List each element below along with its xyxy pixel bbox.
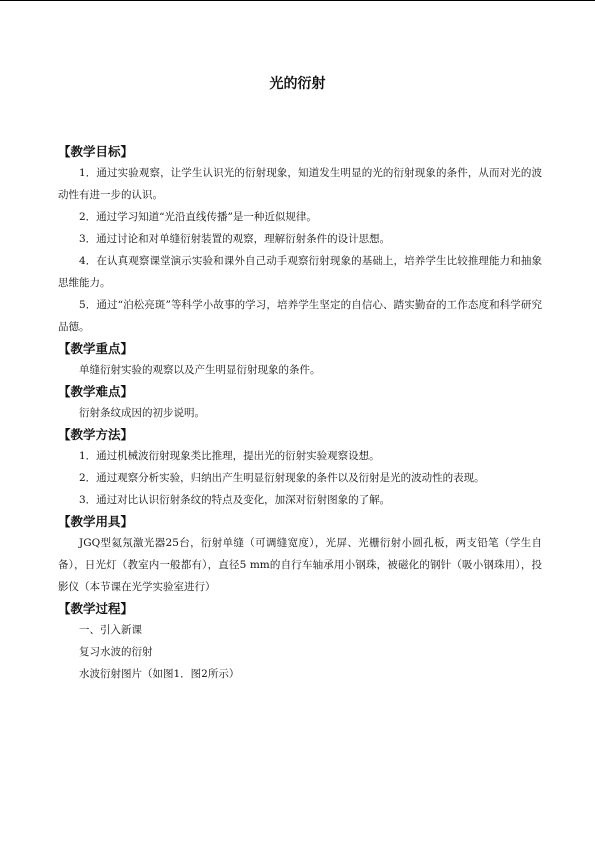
section-heading-difficulties: 【教学难点】 bbox=[58, 384, 134, 399]
section-heading-process: 【教学过程】 bbox=[58, 601, 134, 616]
section-heading-objectives: 【教学目标】 bbox=[58, 144, 134, 159]
objective-paragraph: 4．在认真观察课堂演示实验和课外自己动手观察衍射现象的基础上，培养学生比较推理能力和抽象思维能力。 bbox=[58, 255, 542, 289]
document-body bbox=[58, 141, 542, 685]
key-point-paragraph: 单缝衍射实验的观察以及产生明显衍射现象的条件。 bbox=[79, 364, 321, 376]
section-heading-key-points: 【教学重点】 bbox=[58, 341, 134, 356]
equipment-paragraph: JGQ型氦氖激光器25台，衍射单缝（可调缝宽度），光屏、光栅衍射小圆孔板，两支铅笔（学生自备），日光灯（教室内一般都有），直径5 mm的自行车轴承用小钢珠，被磁化的钢针（吸小钢珠用），投影仪（本节课在光学实验室进行） bbox=[58, 537, 542, 593]
objective-paragraph: 1．通过实验观察，让学生认识光的衍射现象，知道发生明显的光的衍射现象的条件，从而对光的波动性有进一步的认识。 bbox=[58, 167, 542, 201]
process-paragraph: 水波衍射图片（如图1．图2所示） bbox=[79, 668, 240, 680]
method-paragraph: 1．通过机械波衍射现象类比推理，提出光的衍射实验观察设想。 bbox=[79, 450, 380, 462]
process-paragraph: 一、引入新课 bbox=[79, 624, 142, 636]
objective-paragraph: 2．通过学习知道“光沿直线传播”是一种近似规律。 bbox=[79, 211, 317, 223]
objective-paragraph: 5．通过“泊松亮斑”等科学小故事的学习，培养学生坚定的自信心、踏实勤奋的工作态度和科学研究品德。 bbox=[58, 299, 542, 333]
method-paragraph: 3．通过对比认识衍射条纹的特点及变化，加深对衍射图象的了解。 bbox=[79, 494, 391, 506]
document-title: 光的衍射 bbox=[269, 76, 326, 92]
objective-paragraph: 3．通过讨论和对单缝衍射装置的观察，理解衍射条件的设计思想。 bbox=[79, 233, 391, 245]
section-heading-equipment: 【教学用具】 bbox=[58, 514, 134, 529]
section-heading-methods: 【教学方法】 bbox=[58, 427, 134, 442]
top-border-line bbox=[0, 0, 595, 1]
process-paragraph: 复习水波的衍射 bbox=[79, 646, 153, 658]
difficulty-paragraph: 衍射条纹成因的初步说明。 bbox=[79, 407, 205, 419]
method-paragraph: 2．通过观察分析实验，归纳出产生明显衍射现象的条件以及衍射是光的波动性的表现。 bbox=[79, 472, 485, 484]
